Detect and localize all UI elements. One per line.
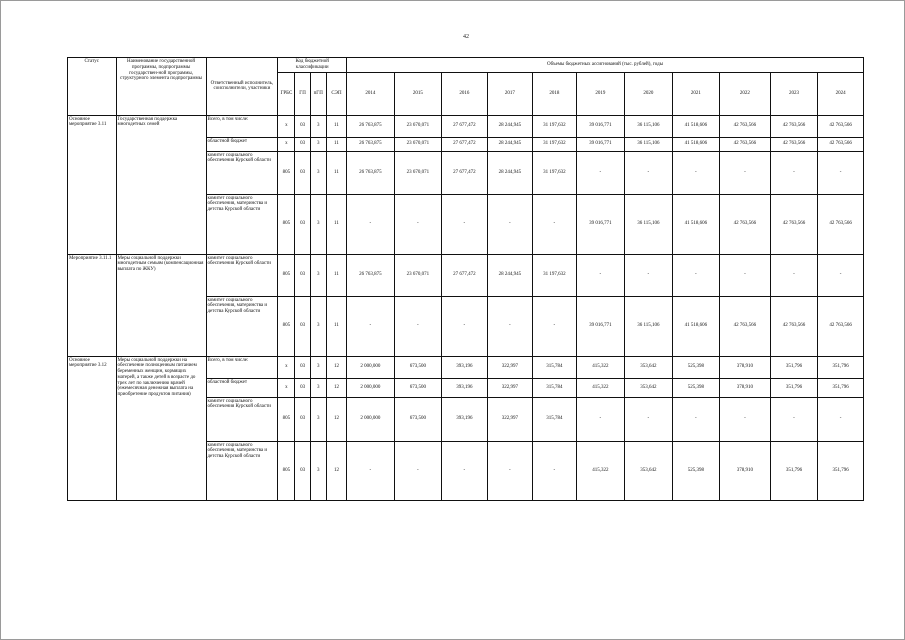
row-executor: Всего, в том числе: bbox=[206, 115, 278, 137]
header-name: Наименование государственной программы, подпрограммы государствен-ной программы, структурного элемента подпрограммы bbox=[116, 58, 206, 116]
row-value: 42 763,566 bbox=[720, 115, 771, 137]
row-value: 673,500 bbox=[394, 356, 442, 378]
row-code: 11 bbox=[326, 296, 346, 356]
row-code: 3 bbox=[310, 137, 326, 151]
row-code: 805 bbox=[278, 441, 295, 500]
row-value: - bbox=[818, 397, 864, 441]
row-value: 36 115,106 bbox=[625, 296, 673, 356]
header-executor: Ответственный исполнитель, соисполнители, участники bbox=[206, 58, 278, 116]
row-executor: комитет социального обеспечения, материнства и детства Курской области bbox=[206, 441, 278, 500]
row-executor: Всего, в том числе: bbox=[206, 356, 278, 378]
row-code: 805 bbox=[278, 397, 295, 441]
header-year: 2023 bbox=[770, 72, 818, 115]
header-year: 2019 bbox=[576, 72, 625, 115]
row-value: 27 677,472 bbox=[442, 115, 488, 137]
row-value: 28 244,945 bbox=[487, 137, 533, 151]
row-value: 378,910 bbox=[720, 441, 771, 500]
row-value: 42 763,566 bbox=[818, 194, 864, 254]
row-name: Меры социальной поддержки многодетным семьям (компенсационная выплата по ЖКУ) bbox=[116, 254, 206, 356]
table-row bbox=[68, 254, 864, 296]
row-code: 11 bbox=[326, 137, 346, 151]
row-value: - bbox=[533, 296, 576, 356]
row-value: - bbox=[672, 397, 720, 441]
row-value: 525,398 bbox=[672, 378, 720, 397]
row-code: 3 bbox=[310, 397, 326, 441]
row-code: 805 bbox=[278, 254, 295, 296]
row-value: 36 115,106 bbox=[625, 194, 673, 254]
row-value: 42 763,566 bbox=[770, 115, 818, 137]
row-value: 31 197,632 bbox=[533, 254, 576, 296]
row-value: 322,997 bbox=[487, 356, 533, 378]
row-code: 03 bbox=[295, 296, 310, 356]
row-value: 673,500 bbox=[394, 397, 442, 441]
header-budget-volume: Объемы бюджетных ассигнований (тыс. рублей), годы bbox=[347, 58, 864, 73]
row-code: 3 bbox=[310, 254, 326, 296]
row-value: 353,642 bbox=[625, 441, 673, 500]
row-executor: комитет социального обеспечения Курской области bbox=[206, 254, 278, 296]
row-code: 11 bbox=[326, 194, 346, 254]
row-value: 41 518,606 bbox=[672, 115, 720, 137]
row-value: 31 197,632 bbox=[533, 115, 576, 137]
header-year: 2014 bbox=[347, 72, 395, 115]
row-value: 351,796 bbox=[818, 441, 864, 500]
table-row bbox=[68, 115, 864, 137]
header-year: 2024 bbox=[818, 72, 864, 115]
row-value: 2 000,000 bbox=[347, 356, 395, 378]
row-value: 393,196 bbox=[442, 378, 488, 397]
row-code: 03 bbox=[295, 194, 310, 254]
row-code: 11 bbox=[326, 254, 346, 296]
row-value: 42 763,566 bbox=[720, 194, 771, 254]
row-code: x bbox=[278, 378, 295, 397]
row-status: Основное мероприятие 3.12 bbox=[68, 356, 117, 500]
row-value: - bbox=[818, 151, 864, 194]
row-value: 353,642 bbox=[625, 378, 673, 397]
row-value: 28 244,945 bbox=[487, 254, 533, 296]
row-value: - bbox=[576, 254, 625, 296]
row-value: 27 677,472 bbox=[442, 151, 488, 194]
row-value: 41 518,606 bbox=[672, 194, 720, 254]
row-code: 03 bbox=[295, 151, 310, 194]
row-value: 27 677,472 bbox=[442, 254, 488, 296]
row-value: - bbox=[347, 441, 395, 500]
header-code-sep: СЭП bbox=[326, 72, 346, 115]
row-value: 378,910 bbox=[720, 356, 771, 378]
row-value: 23 670,071 bbox=[394, 254, 442, 296]
header-year: 2021 bbox=[672, 72, 720, 115]
row-value: 415,322 bbox=[576, 378, 625, 397]
row-value: - bbox=[487, 194, 533, 254]
row-executor: комитет социального обеспечения, материнства и детства Курской области bbox=[206, 194, 278, 254]
row-value: 415,322 bbox=[576, 356, 625, 378]
row-value: 28 244,945 bbox=[487, 115, 533, 137]
row-value: 23 670,071 bbox=[394, 137, 442, 151]
row-value: 31 197,632 bbox=[533, 137, 576, 151]
row-value: 351,796 bbox=[770, 378, 818, 397]
row-value: 26 763,875 bbox=[347, 254, 395, 296]
table-row bbox=[68, 356, 864, 378]
row-code: 805 bbox=[278, 296, 295, 356]
row-code: 3 bbox=[310, 115, 326, 137]
row-value: - bbox=[347, 296, 395, 356]
row-status: Основное мероприятие 3.11 bbox=[68, 115, 117, 254]
row-value: 41 518,606 bbox=[672, 296, 720, 356]
row-value: 42 763,566 bbox=[770, 137, 818, 151]
row-value: 26 763,875 bbox=[347, 137, 395, 151]
header-code-gp: ГП bbox=[295, 72, 310, 115]
row-code: 03 bbox=[295, 254, 310, 296]
row-value: 525,398 bbox=[672, 441, 720, 500]
row-code: 03 bbox=[295, 137, 310, 151]
row-value: - bbox=[487, 296, 533, 356]
row-value: 39 016,771 bbox=[576, 137, 625, 151]
row-value: 322,997 bbox=[487, 397, 533, 441]
row-code: 3 bbox=[310, 296, 326, 356]
row-code: 12 bbox=[326, 356, 346, 378]
row-name: Меры социальной поддержки на обеспечение полноценным питанием беременных женщин, кормящих матерей, а также детей в возрасте до трех лет по заключению врачей (ежемесячная денежная выплата на приобретение продуктов питания) bbox=[116, 356, 206, 500]
row-value: 42 763,566 bbox=[818, 115, 864, 137]
row-code: 03 bbox=[295, 441, 310, 500]
row-value: 393,196 bbox=[442, 397, 488, 441]
row-executor: комитет социального обеспечения, материнства и детства Курской области bbox=[206, 296, 278, 356]
row-value: 23 670,071 bbox=[394, 151, 442, 194]
row-value: 353,642 bbox=[625, 356, 673, 378]
row-value: - bbox=[394, 441, 442, 500]
page-number: 42 bbox=[463, 34, 469, 40]
row-value: 351,796 bbox=[818, 378, 864, 397]
row-value: 42 763,566 bbox=[720, 137, 771, 151]
row-value: 42 763,566 bbox=[720, 296, 771, 356]
row-code: 11 bbox=[326, 115, 346, 137]
row-value: 42 763,566 bbox=[818, 296, 864, 356]
header-code-pgp: пГП bbox=[310, 72, 326, 115]
row-value: 42 763,566 bbox=[770, 194, 818, 254]
row-value: 36 115,106 bbox=[625, 137, 673, 151]
row-code: 03 bbox=[295, 397, 310, 441]
row-value: 39 016,771 bbox=[576, 115, 625, 137]
row-value: - bbox=[533, 194, 576, 254]
header-year: 2015 bbox=[394, 72, 442, 115]
row-value: 415,322 bbox=[576, 441, 625, 500]
row-value: - bbox=[533, 441, 576, 500]
row-value: 27 677,472 bbox=[442, 137, 488, 151]
row-value: - bbox=[770, 254, 818, 296]
row-value: 26 763,875 bbox=[347, 151, 395, 194]
row-code: 3 bbox=[310, 194, 326, 254]
row-code: 3 bbox=[310, 151, 326, 194]
table-body bbox=[68, 115, 864, 500]
row-value: 673,500 bbox=[394, 378, 442, 397]
row-value: 322,997 bbox=[487, 378, 533, 397]
row-code: 03 bbox=[295, 378, 310, 397]
header-year: 2017 bbox=[487, 72, 533, 115]
row-value: - bbox=[347, 194, 395, 254]
row-value: 378,910 bbox=[720, 378, 771, 397]
row-value: 393,196 bbox=[442, 356, 488, 378]
row-code: 805 bbox=[278, 194, 295, 254]
row-value: 525,398 bbox=[672, 356, 720, 378]
row-value: - bbox=[442, 296, 488, 356]
row-code: x bbox=[278, 137, 295, 151]
row-code: 3 bbox=[310, 378, 326, 397]
row-value: 2 000,000 bbox=[347, 378, 395, 397]
row-value: - bbox=[672, 254, 720, 296]
row-value: 26 763,875 bbox=[347, 115, 395, 137]
header-year: 2016 bbox=[442, 72, 488, 115]
row-executor: комитет социального обеспечения Курской области bbox=[206, 397, 278, 441]
row-value: - bbox=[394, 296, 442, 356]
row-status: Мероприятие 3.11.1 bbox=[68, 254, 117, 356]
row-value: - bbox=[625, 397, 673, 441]
row-value: - bbox=[720, 397, 771, 441]
row-value: 315,784 bbox=[533, 378, 576, 397]
row-value: 28 244,945 bbox=[487, 151, 533, 194]
row-executor: областной бюджет bbox=[206, 378, 278, 397]
row-executor: комитет социального обеспечения Курской области bbox=[206, 151, 278, 194]
row-code: x bbox=[278, 356, 295, 378]
row-value: 42 763,566 bbox=[770, 296, 818, 356]
row-code: 12 bbox=[326, 441, 346, 500]
header-status: Статус bbox=[68, 58, 117, 116]
row-code: 12 bbox=[326, 397, 346, 441]
row-value: 351,796 bbox=[770, 441, 818, 500]
row-value: - bbox=[770, 151, 818, 194]
row-code: 03 bbox=[295, 115, 310, 137]
header-year: 2018 bbox=[533, 72, 576, 115]
row-value: - bbox=[770, 397, 818, 441]
row-value: - bbox=[818, 254, 864, 296]
row-value: 39 016,771 bbox=[576, 194, 625, 254]
row-value: 351,796 bbox=[770, 356, 818, 378]
row-value: - bbox=[720, 254, 771, 296]
row-value: - bbox=[576, 397, 625, 441]
row-value: 351,796 bbox=[818, 356, 864, 378]
row-value: 23 670,071 bbox=[394, 115, 442, 137]
header-year: 2020 bbox=[625, 72, 673, 115]
row-code: 805 bbox=[278, 151, 295, 194]
row-value: - bbox=[672, 151, 720, 194]
row-code: 3 bbox=[310, 356, 326, 378]
header-code-grbs: ГРБС bbox=[278, 72, 295, 115]
header-budget-code: Код бюджетной классификации bbox=[278, 58, 347, 73]
row-value: 36 115,106 bbox=[625, 115, 673, 137]
row-name: Государственная поддержка многодетных семей bbox=[116, 115, 206, 254]
row-code: 12 bbox=[326, 378, 346, 397]
row-value: - bbox=[625, 151, 673, 194]
row-value: - bbox=[625, 254, 673, 296]
row-value: 2 000,000 bbox=[347, 397, 395, 441]
row-value: - bbox=[487, 441, 533, 500]
row-value: - bbox=[442, 441, 488, 500]
row-code: x bbox=[278, 115, 295, 137]
row-value: 39 016,771 bbox=[576, 296, 625, 356]
budget-table bbox=[67, 57, 864, 501]
row-code: 11 bbox=[326, 151, 346, 194]
row-value: 31 197,632 bbox=[533, 151, 576, 194]
row-value: - bbox=[720, 151, 771, 194]
row-value: - bbox=[576, 151, 625, 194]
row-value: 41 518,606 bbox=[672, 137, 720, 151]
row-value: - bbox=[394, 194, 442, 254]
row-value: - bbox=[442, 194, 488, 254]
row-executor: областной бюджет bbox=[206, 137, 278, 151]
row-code: 3 bbox=[310, 441, 326, 500]
row-code: 03 bbox=[295, 356, 310, 378]
row-value: 315,784 bbox=[533, 356, 576, 378]
row-value: 315,784 bbox=[533, 397, 576, 441]
header-year: 2022 bbox=[720, 72, 771, 115]
row-value: 42 763,566 bbox=[818, 137, 864, 151]
